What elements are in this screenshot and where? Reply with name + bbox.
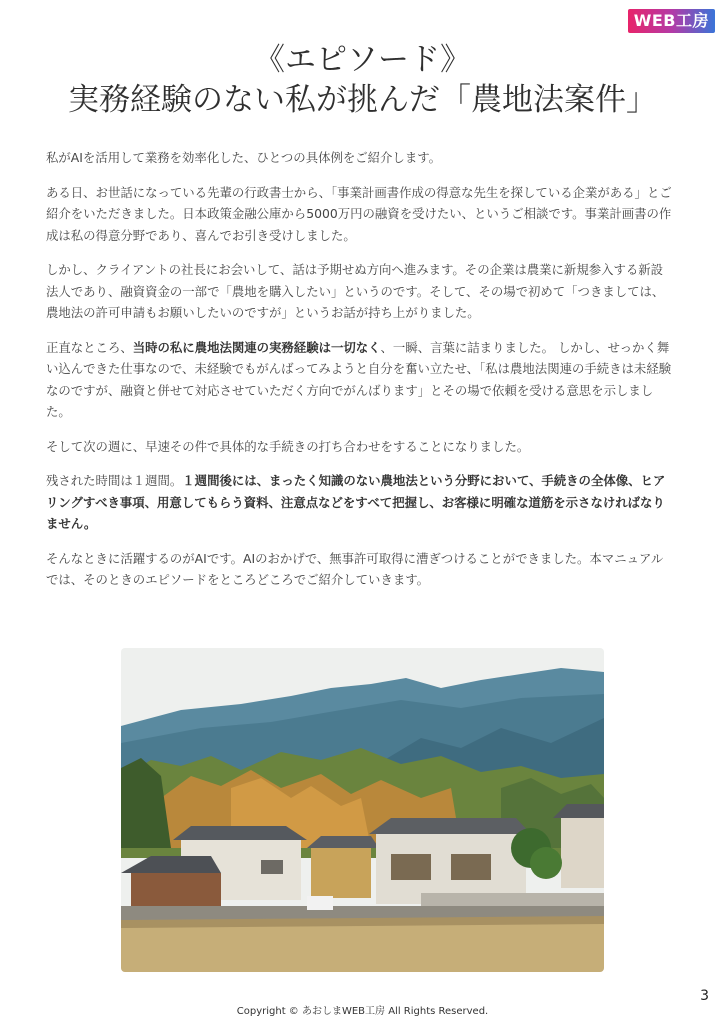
article-body <box>46 147 674 604</box>
brand-logo: WEB工房 <box>628 9 715 33</box>
paragraph-honest <box>46 337 674 423</box>
paragraph-unexpected: しかし、クライアントの社長にお会いして、話は予期せぬ方向へ進みます。その企業は農業に新規参入する新設法人であり、融資資金の一部で「農地を購入したい」というのです。そして、その場で初めて「つきましては、農地法の許可申請もお願いしたいのですが」というお話が持ち上がりました。 <box>46 262 665 320</box>
paragraph-request: ある日、お世話になっている先輩の行政書士から、「事業計画書作成の得意な先生を探している企業がある」とご紹介をいただきました。日本政策金融公庫から5000万円の融資を受けたい、というご相談です。事業計画書の作成は私の得意分野であり、喜んでお引き受けしました。 <box>46 184 672 243</box>
paragraph-ai: そんなときに活躍するのがAIです。AIのおかげで、無事許可取得に漕ぎつけることができました。本マニュアルでは、そのときのエピソードをところどころでご紹介していきます。 <box>46 550 664 587</box>
paragraph-deadline <box>46 470 674 535</box>
text-segment: 残された時間は１週間。 <box>46 473 183 488</box>
rural-landscape-photo <box>121 648 604 972</box>
text-segment: 正直なところ、 <box>46 339 133 355</box>
paragraph-next-week: そして次の週に、早速その件で具体的な手続きの打ち合わせをすることになりました。 <box>46 438 530 454</box>
title-line-episode: 《エピソード》 <box>254 42 471 78</box>
emphasis-text: １週間後には、まったく知識のない農地法という分野において、手続きの全体像、ヒアリングすべき事項、用意してもらう資料、注意点などをすべて把握し、お客様に明確な道筋を示さなければなりません。 <box>46 473 666 531</box>
page-title <box>0 40 725 120</box>
paragraph-intro: 私がAIを活用して業務を効率化した、ひとつの具体例をご紹介します。 <box>46 150 441 165</box>
copyright-footer: Copyright © あおしまWEB工房 All Rights Reserved. <box>236 1006 489 1017</box>
emphasis-text: 当時の私に農地法関連の実務経験は一切なく <box>132 339 381 355</box>
page-number: 3 <box>700 988 709 1004</box>
text-segment: 、一瞬、言葉に詰まりました。 しかし、せっかく舞い込んできた仕事なので、未経験でもがんばってみようと自分を奮い立たせ、「私は農地法関連の手続きは未経験なのですが、融資と併せて対応させていただく方向でがんばります」とその場で依頼を受ける意思を示しました。 <box>46 339 672 419</box>
title-line-main: 実務経験のない私が挑んだ「農地法案件」 <box>68 82 657 118</box>
